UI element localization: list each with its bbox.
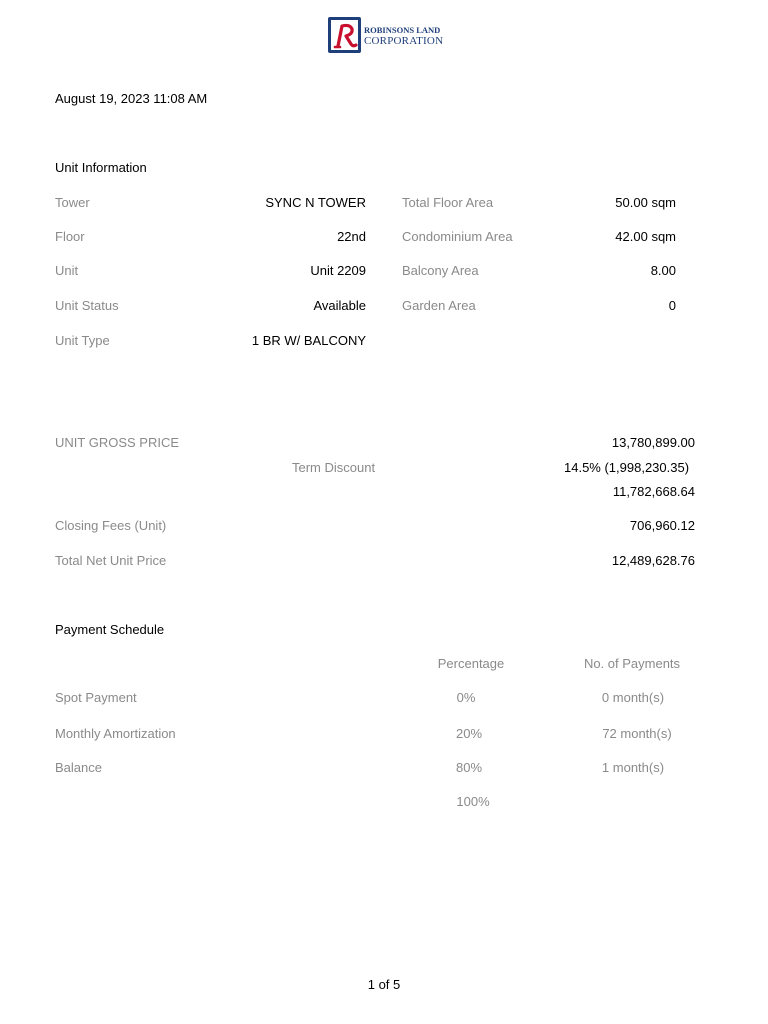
payments-balance: 1 month(s)	[601, 760, 665, 775]
value-unit-status: Available	[313, 298, 366, 313]
value-tower: SYNC N TOWER	[265, 195, 366, 210]
unit-info-heading: Unit Information	[55, 160, 147, 175]
value-closing-fees: 706,960.12	[629, 518, 695, 533]
percentage-total: 100%	[456, 794, 490, 809]
column-header-percentage: Percentage	[437, 656, 505, 671]
value-floor: 22nd	[337, 229, 366, 244]
payments-monthly-amortization: 72 month(s)	[602, 726, 672, 741]
label-unit-type: Unit Type	[55, 333, 110, 348]
value-unit-gross-price: 13,780,899.00	[611, 435, 695, 450]
value-balcony-area: 8.00	[650, 263, 676, 278]
value-condominium-area: 42.00 sqm	[615, 229, 676, 244]
label-balcony-area: Balcony Area	[402, 263, 479, 278]
label-balance: Balance	[55, 760, 102, 775]
column-header-no-of-payments: No. of Payments	[583, 656, 681, 671]
label-term-discount: Term Discount	[292, 460, 376, 475]
robinsons-r-logo-icon	[328, 17, 361, 53]
percentage-spot-payment: 0%	[456, 690, 476, 705]
value-unit-type: 1 BR W/ BALCONY	[251, 333, 366, 348]
label-unit-status: Unit Status	[55, 298, 119, 313]
value-discounted-price: 11,782,668.64	[612, 484, 695, 499]
payments-spot-payment: 0 month(s)	[601, 690, 665, 705]
label-tower: Tower	[55, 195, 90, 210]
value-total-floor-area: 50.00 sqm	[615, 195, 676, 210]
value-term-discount: 14.5% (1,998,230.35)	[564, 460, 690, 475]
logo-wordmark	[364, 25, 443, 47]
company-logo	[328, 17, 442, 53]
value-total-net-unit-price: 12,489,628.76	[611, 553, 695, 568]
label-spot-payment: Spot Payment	[55, 690, 137, 705]
label-condominium-area: Condominium Area	[402, 229, 513, 244]
label-closing-fees: Closing Fees (Unit)	[55, 518, 167, 533]
payment-schedule-heading: Payment Schedule	[55, 622, 165, 637]
label-total-floor-area: Total Floor Area	[402, 195, 494, 210]
value-garden-area: 0	[668, 298, 676, 313]
logo-line-2: CORPORATION	[364, 35, 444, 47]
label-garden-area: Garden Area	[402, 298, 476, 313]
label-total-net-unit-price: Total Net Unit Price	[55, 553, 167, 568]
page-number: 1 of 5	[367, 977, 401, 992]
percentage-balance: 80%	[455, 760, 483, 775]
label-unit: Unit	[55, 263, 79, 278]
value-unit: Unit 2209	[310, 263, 366, 278]
logo-line-1: ROBINSONS LAND	[364, 25, 441, 35]
document-timestamp: August 19, 2023 11:08 AM	[55, 91, 208, 106]
label-unit-gross-price: UNIT GROSS PRICE	[55, 435, 180, 450]
label-monthly-amortization: Monthly Amortization	[55, 726, 176, 741]
label-floor: Floor	[55, 229, 85, 244]
percentage-monthly-amortization: 20%	[455, 726, 483, 741]
